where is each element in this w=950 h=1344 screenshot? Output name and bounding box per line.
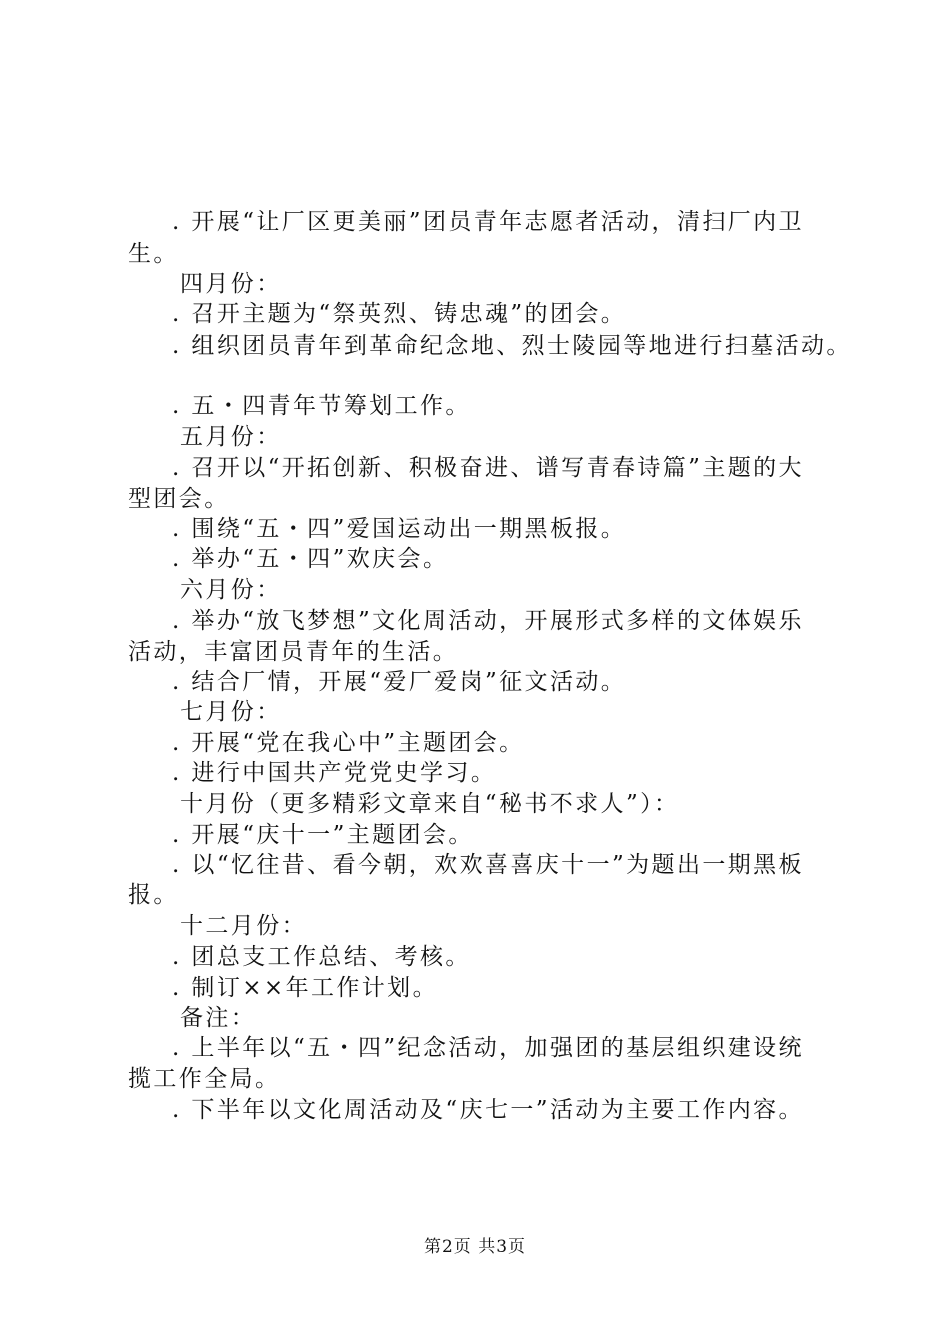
text-line: . 举办“五・四”欢庆会。 bbox=[172, 546, 449, 572]
text-line: . 开展“让厂区更美丽”团员青年志愿者活动，清扫厂内卫 bbox=[172, 209, 804, 235]
month-heading: 六月份： bbox=[180, 577, 282, 603]
month-heading: 四月份： bbox=[180, 271, 282, 297]
text-line: . 制订××年工作计划。 bbox=[172, 975, 438, 1001]
text-line: . 围绕“五・四”爱国运动出一期黑板报。 bbox=[172, 516, 627, 542]
text-line: . 以“忆往昔、看今朝，欢欢喜喜庆十一”为题出一期黑板 bbox=[172, 852, 804, 878]
month-heading: 五月份： bbox=[180, 424, 282, 450]
text-line: . 召开以“开拓创新、积极奋进、谱写青春诗篇”主题的大 bbox=[172, 455, 804, 481]
text-line: . 下半年以文化周活动及“庆七一”活动为主要工作内容。 bbox=[172, 1097, 804, 1123]
text-line: 型团会。 bbox=[128, 486, 230, 512]
page-number-footer: 第2页 共3页 bbox=[423, 1237, 527, 1257]
month-heading: 七月份： bbox=[180, 699, 282, 725]
text-line: . 进行中国共产党党史学习。 bbox=[172, 760, 497, 786]
text-line: . 开展“庆十一”主题团会。 bbox=[172, 822, 474, 848]
text-line: . 举办“放飞梦想”文化周活动，开展形式多样的文体娱乐 bbox=[172, 608, 804, 634]
text-line: 活动，丰富团员青年的生活。 bbox=[128, 639, 459, 665]
text-line: . 五・四青年节筹划工作。 bbox=[172, 393, 471, 419]
text-line: . 团总支工作总结、考核。 bbox=[172, 944, 471, 970]
text-line: 报。 bbox=[128, 882, 179, 908]
text-line: . 组织团员青年到革命纪念地、烈士陵园等地进行扫墓活动。 bbox=[172, 333, 852, 359]
text-line: . 召开主题为“祭英烈、铸忠魂”的团会。 bbox=[172, 301, 627, 327]
text-line: . 开展“党在我心中”主题团会。 bbox=[172, 730, 525, 756]
month-heading: 十二月份： bbox=[180, 913, 307, 939]
text-line: . 上半年以“五・四”纪念活动，加强团的基层组织建设统 bbox=[172, 1035, 804, 1061]
text-line: 生。 bbox=[128, 241, 179, 267]
text-line: . 结合厂情，开展“爱厂爱岗”征文活动。 bbox=[172, 669, 627, 695]
notes-heading: 备注： bbox=[180, 1005, 257, 1031]
month-heading: 十月份（更多精彩文章来自“秘书不求人”）： bbox=[180, 791, 680, 817]
text-line: 揽工作全局。 bbox=[128, 1066, 281, 1092]
